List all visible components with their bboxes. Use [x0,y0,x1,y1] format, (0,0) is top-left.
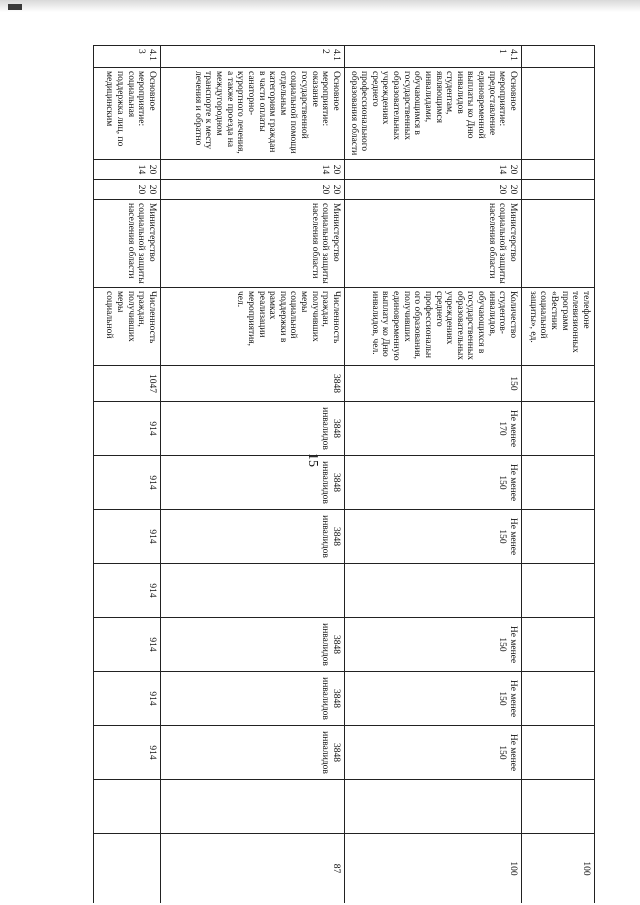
table-cell-end: 2020 [345,180,522,200]
table-cell-last [94,834,161,904]
table-cell-v4: 914 [94,564,161,618]
table-row [161,46,345,904]
table-cell-v1 [522,402,595,456]
table-cell-v8 [522,780,595,834]
table-cell-v7 [522,726,595,780]
table-cell-v8 [94,780,161,834]
table-cell-v1: 3848 инвалидов [161,402,345,456]
table-cell-v8 [161,780,345,834]
table-cell-end: 2020 [161,180,345,200]
table-cell-v1: Не менее 170 [345,402,522,456]
table-cell-event: Основное мероприятие: социальная поддержка лиц, по медицинским [94,68,161,160]
table-cell-event: Основное мероприятие: предоставление единовременной выплаты ко Дню инвалидов студентам, являющимся инвалидами, обучающимся в государственных образовательных учреждениях среднего профессионального образования области [345,68,522,160]
table-cell-start [522,160,595,180]
rotated-page-content [85,45,595,903]
table-cell-executor: Министерство социальной защиты населения области [345,200,522,288]
table-cell-num: 4.12 [161,46,345,68]
scan-edge [0,0,640,12]
table-cell-v6: 914 [94,672,161,726]
table-cell-last: 87 [161,834,345,904]
scan-mark [8,4,22,10]
table-cell-start: 2014 [94,160,161,180]
table-cell-v3: Не менее 150 [345,510,522,564]
table-cell-executor [522,200,595,288]
table-cell-v1: 914 [94,402,161,456]
table-cell-base: 1047 [94,366,161,402]
table-row [522,46,595,904]
table-cell-end [522,180,595,200]
table-cell-v2: Не менее 150 [345,456,522,510]
table-cell-indicator: телефоне телевизионных программ «Вестник социальной защиты», ед. [522,288,595,366]
table-cell-event: Основное мероприятие: оказание государственной социальной помощи отдельным категориям граждан в части оплаты санаторно-курортного лечения, а также проезда на междугородном транспорте к месту лечения и обратно [161,68,345,160]
table-cell-base [522,366,595,402]
table-cell-last: 100 [345,834,522,904]
table-cell-v7: 914 [94,726,161,780]
table-cell-base: 3848 [161,366,345,402]
table-cell-v3 [522,510,595,564]
table-cell-executor: Министерство социальной защиты населения области [94,200,161,288]
table-cell-v2: 3848 инвалидов [161,456,345,510]
table-cell-v7: 3848 инвалидов [161,726,345,780]
program-table [93,45,595,903]
table-cell-last: 100 [522,834,595,904]
page-number: 15 [305,453,320,467]
table-cell-v8 [345,780,522,834]
table-cell-v7: Не менее 150 [345,726,522,780]
table-row [345,46,522,904]
table-cell-num: 4.13 [94,46,161,68]
table-cell-v5 [522,618,595,672]
table-cell-event [522,68,595,160]
table-cell-v5: 914 [94,618,161,672]
table-cell-v6 [522,672,595,726]
table-cell-v4 [345,564,522,618]
table-cell-num: 4.11 [345,46,522,68]
table-cell-indicator: Численность граждан, получивших меры социальной поддержки в рамках реализации мероприятия, чел. [161,288,345,366]
table-cell-executor: Министерство социальной защиты населения области [161,200,345,288]
table-cell-v6: 3848 инвалидов [161,672,345,726]
table-cell-base: 150 [345,366,522,402]
table-cell-indicator: Численность граждан, получивших меры социальной [94,288,161,366]
table-cell-num [522,46,595,68]
table-cell-v5: Не менее 150 [345,618,522,672]
table-cell-start: 2014 [345,160,522,180]
rotated-table-area [85,45,595,903]
table-cell-v4 [161,564,345,618]
table-cell-start: 2014 [161,160,345,180]
table-cell-v2: 914 [94,456,161,510]
table-cell-v6: Не менее 150 [345,672,522,726]
table-cell-indicator: Количество студентов-инвалидов, обучающихся в государственных образовательных учреждениях среднего профессионального образования, получивших единовременную выплату ко Дню инвалидов, чел. [345,288,522,366]
table-cell-end: 2020 [94,180,161,200]
table-cell-v2 [522,456,595,510]
table-cell-v3: 3848 инвалидов [161,510,345,564]
table-cell-v3: 914 [94,510,161,564]
table-cell-v4 [522,564,595,618]
table-cell-v5: 3848 инвалидов [161,618,345,672]
table-row [94,46,161,904]
